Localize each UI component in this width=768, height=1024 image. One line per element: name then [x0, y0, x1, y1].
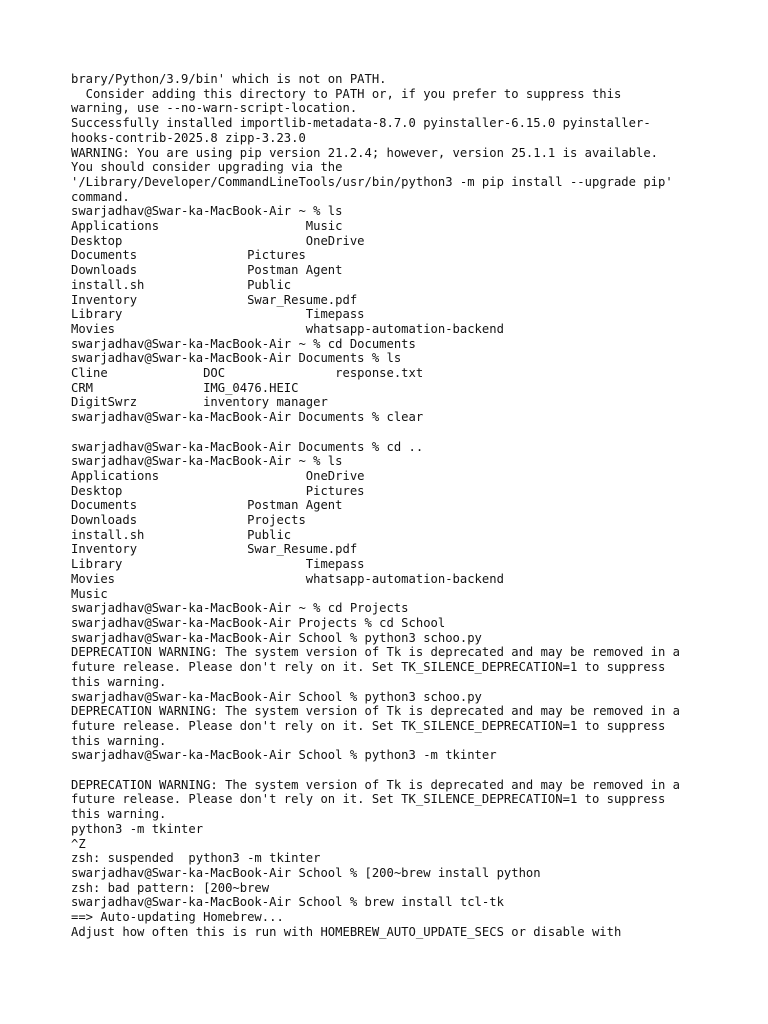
terminal-line: install.sh Public	[71, 277, 292, 292]
terminal-line: Successfully installed importlib-metadata-8.7.0 pyinstaller-6.15.0 pyinstaller-	[71, 116, 651, 131]
terminal-line: this warning.	[71, 674, 167, 689]
terminal-line: swarjadhav@Swar-ka-MacBook-Air ~ % cd Projects	[71, 601, 409, 616]
terminal-output[interactable]	[71, 72, 751, 939]
terminal-line: Applications OneDrive	[71, 468, 365, 483]
terminal-line: zsh: suspended python3 -m tkinter	[71, 851, 321, 866]
terminal-line: Desktop OneDrive	[71, 233, 365, 248]
terminal-line: ^Z	[71, 836, 86, 851]
terminal-line: Cline DOC response.txt	[71, 366, 424, 381]
terminal-line: Music	[71, 586, 108, 601]
terminal-line: zsh: bad pattern: [200~brew	[71, 880, 270, 895]
terminal-line: swarjadhav@Swar-ka-MacBook-Air ~ % ls	[71, 204, 343, 219]
terminal-line: swarjadhav@Swar-ka-MacBook-Air ~ % ls	[71, 454, 343, 469]
terminal-line: Adjust how often this is run with HOMEBREW_AUTO_UPDATE_SECS or disable with	[71, 924, 622, 939]
terminal-line: Downloads Projects	[71, 513, 306, 528]
terminal-line: swarjadhav@Swar-ka-MacBook-Air ~ % cd Documents	[71, 336, 416, 351]
terminal-line: this warning.	[71, 733, 167, 748]
terminal-line: Inventory Swar_Resume.pdf	[71, 292, 358, 307]
terminal-line: swarjadhav@Swar-ka-MacBook-Air School % python3 -m tkinter	[71, 748, 497, 763]
terminal-line: swarjadhav@Swar-ka-MacBook-Air Documents % ls	[71, 351, 402, 366]
terminal-line: Desktop Pictures	[71, 483, 365, 498]
terminal-line: Movies whatsapp-automation-backend	[71, 571, 504, 586]
terminal-line: warning, use --no-warn-script-location.	[71, 101, 358, 116]
terminal-line: You should consider upgrading via the	[71, 160, 343, 175]
terminal-line: '/Library/Developer/CommandLineTools/usr/bin/python3 -m pip install --upgrade pip'	[71, 174, 673, 189]
terminal-line: swarjadhav@Swar-ka-MacBook-Air Documents % cd ..	[71, 439, 424, 454]
terminal-line: Applications Music	[71, 219, 343, 234]
terminal-line: Library Timepass	[71, 307, 365, 322]
terminal-line: Inventory Swar_Resume.pdf	[71, 542, 358, 557]
terminal-line: DigitSwrz inventory manager	[71, 395, 328, 410]
terminal-line: swarjadhav@Swar-ka-MacBook-Air School % [200~brew install python	[71, 865, 541, 880]
terminal-line: hooks-contrib-2025.8 zipp-3.23.0	[71, 130, 306, 145]
terminal-line: python3 -m tkinter	[71, 821, 204, 836]
terminal-line: Documents Postman Agent	[71, 498, 343, 513]
terminal-line: future release. Please don't rely on it. Set TK_SILENCE_DEPRECATION=1 to suppress	[71, 660, 666, 675]
terminal-line: this warning.	[71, 807, 167, 822]
terminal-line: future release. Please don't rely on it. Set TK_SILENCE_DEPRECATION=1 to suppress	[71, 718, 666, 733]
terminal-line: DEPRECATION WARNING: The system version of Tk is deprecated and may be removed in a	[71, 704, 681, 719]
terminal-line: ==> Auto-updating Homebrew...	[71, 910, 284, 925]
terminal-line: Documents Pictures	[71, 248, 306, 263]
terminal-line	[71, 425, 751, 440]
terminal-line	[71, 763, 751, 778]
terminal-line: command.	[71, 189, 130, 204]
terminal-line: brary/Python/3.9/bin' which is not on PATH.	[71, 72, 387, 86]
terminal-line: Consider adding this directory to PATH or, if you prefer to suppress this	[71, 86, 622, 101]
terminal-line: swarjadhav@Swar-ka-MacBook-Air Projects % cd School	[71, 616, 446, 630]
terminal-line: CRM IMG_0476.HEIC	[71, 380, 299, 395]
terminal-line: future release. Please don't rely on it. Set TK_SILENCE_DEPRECATION=1 to suppress	[71, 792, 666, 807]
terminal-line: Downloads Postman Agent	[71, 263, 343, 278]
terminal-line: swarjadhav@Swar-ka-MacBook-Air Documents % clear	[71, 410, 424, 425]
terminal-line: WARNING: You are using pip version 21.2.4; however, version 25.1.1 is available.	[71, 145, 658, 160]
terminal-line: DEPRECATION WARNING: The system version of Tk is deprecated and may be removed in a	[71, 777, 681, 792]
terminal-line: DEPRECATION WARNING: The system version of Tk is deprecated and may be removed in a	[71, 645, 681, 660]
terminal-line: swarjadhav@Swar-ka-MacBook-Air School % brew install tcl-tk	[71, 895, 504, 910]
terminal-line: Movies whatsapp-automation-backend	[71, 321, 504, 336]
terminal-line: Library Timepass	[71, 557, 365, 572]
terminal-line: swarjadhav@Swar-ka-MacBook-Air School % python3 schoo.py	[71, 689, 482, 704]
terminal-line: swarjadhav@Swar-ka-MacBook-Air School % python3 schoo.py	[71, 630, 482, 645]
terminal-line: install.sh Public	[71, 527, 292, 542]
